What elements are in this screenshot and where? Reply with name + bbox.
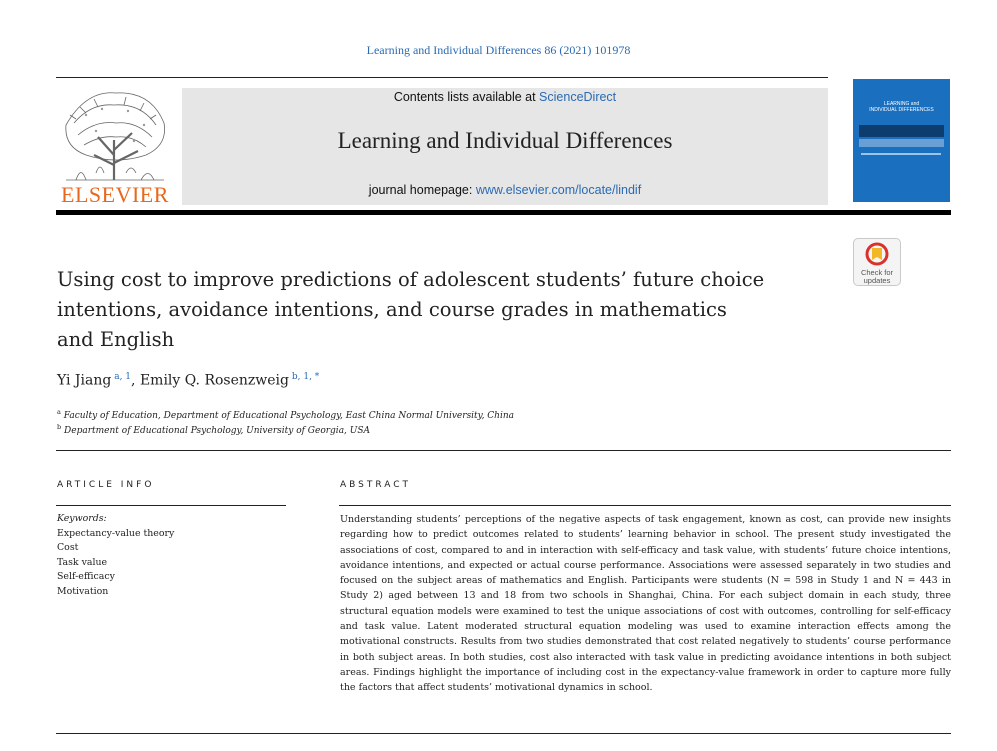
masthead-thick-rule [56,210,951,215]
cover-title-line-2: INDIVIDUAL DIFFERENCES [869,107,934,113]
title-line-3: and English [57,328,175,351]
affiliation-text: Faculty of Education, Department of Educational Psychology, East China Normal University, China [63,411,515,421]
homepage-prefix: journal homepage: [368,183,476,197]
journal-masthead [182,88,828,205]
check-for-updates-button[interactable] [853,238,901,286]
author-affiliation-mark[interactable]: b, 1, * [291,372,320,382]
contents-prefix: Contents lists available at [393,90,540,104]
abstract-heading: ABSTRACT [340,480,412,490]
section-rule [56,450,951,451]
affiliation-text: Department of Educational Psychology, University of Georgia, USA [64,426,371,436]
cover-band-secondary [859,139,944,147]
title-line-1: Using cost to improve predictions of adolescent students’ future choice [57,268,765,291]
check-updates-line-1: Check for [860,268,894,277]
keyword-item: Self-efficacy [57,571,115,582]
keyword-item: Task value [57,556,108,568]
article-info-rule [56,505,286,506]
cover-stripe [861,153,941,155]
cover-title-line-1: LEARNING and [883,101,920,107]
contents-line [182,90,828,104]
check-updates-icon [854,239,900,269]
author-separator: , [131,372,140,389]
homepage-line [182,183,828,197]
title-line-2: intentions, avoidance intentions, and course grades in mathematics [57,298,727,321]
article-title [57,265,817,355]
cover-title [853,101,950,113]
author-affiliation-mark[interactable]: a, 1 [114,372,132,382]
author-name[interactable]: Yi Jiang [57,372,112,389]
elsevier-wordmark: ELSEVIER [61,182,169,207]
keywords-block [57,512,174,599]
cover-band [859,125,944,137]
author-name[interactable]: Emily Q. Rosenzweig [139,372,289,389]
journal-homepage-link[interactable]: www.elsevier.com/locate/lindif [475,183,642,197]
affiliation [57,423,370,436]
keyword-item: Motivation [57,585,109,597]
affiliation-mark: b [57,423,62,431]
keywords-label: Keywords: [57,513,107,524]
keyword-item: Cost [57,542,79,553]
journal-citation[interactable]: Learning and Individual Differences 86 (2021) 101978 [366,43,631,57]
journal-name: Learning and Individual Differences [337,128,673,153]
affiliation [57,408,514,421]
abstract-rule [339,505,951,506]
keyword-item: Expectancy-value theory [57,527,175,539]
sciencedirect-link[interactable]: ScienceDirect [539,90,617,104]
author-list [57,372,319,389]
article-info-heading: ARTICLE INFO [57,480,155,490]
footer-rule [56,733,951,734]
abstract-text: Understanding students’ perceptions of the negative aspects of task engagement, known as cost, can provide new insights regarding how to predict outcomes related to students’ learning behavior in school. The present study investigated the associations of cost, compared to and in interaction with self-efficacy and task value, with students’ future choice intentions, avoidance intentions, and expected or actual course performance. Associations were assessed separately in two studies and focused on the subject areas of mathematics and English. Participants were students (N = 598 in Study 1 and N = 443 in Study 2) aged between 13 and 18 from two schools in Shanghai, China. For each subject domain in each study, three structural equation models were examined to test the unique associations of cost with outcomes, controlling for self-efficacy and task value. Latent moderated structural equation modeling was used to examine interaction effects among the motivational constructs. Results from two studies demonstrated that cost related negatively to students’ course performance in both subject areas. In both studies, cost also interacted with task value in predicting avoidance intentions in both subject areas. Findings highlight the importance of including cost in the expectancy-value framework in order to capture more fully the factors that affect students’ motivational dynamics in school. [340,514,951,694]
check-updates-label [854,269,900,285]
header-rule [56,77,828,78]
affiliation-mark: a [57,408,61,416]
journal-cover-thumbnail[interactable] [853,79,950,202]
check-updates-line-2: updates [863,276,891,285]
